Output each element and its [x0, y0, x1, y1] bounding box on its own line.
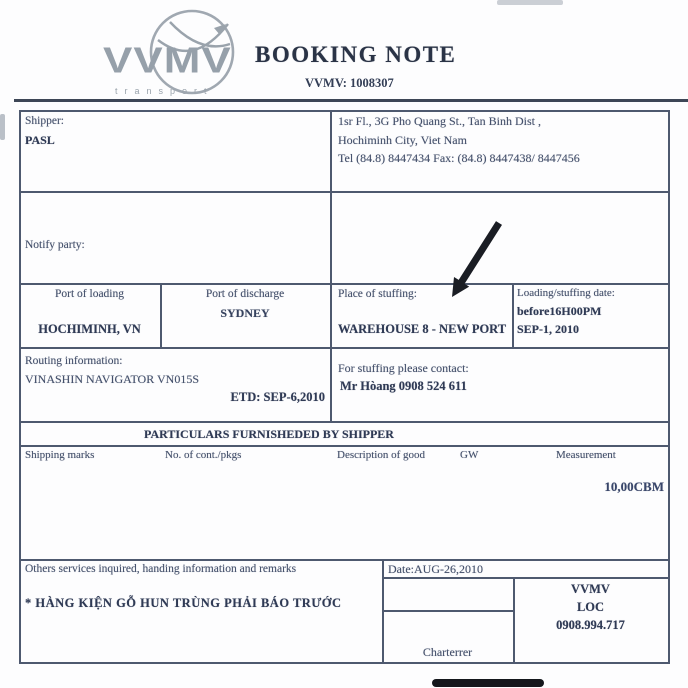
stuffing-contact-label: For stuffing please contact: [338, 361, 469, 375]
routing-value: VINASHIN NAVIGATOR VN015S [25, 372, 200, 386]
page-title: BOOKING NOTE [255, 42, 457, 67]
shipper-address-line3: Tel (84.8) 8447434 Fax: (84.8) 8447438/ 8447456 [338, 151, 580, 165]
table-line [19, 662, 670, 664]
shipper-value: PASL [25, 133, 55, 147]
header-divider [14, 99, 688, 102]
remarks-note: * HÀNG KIỆN GỖ HUN TRÙNG PHẢI BÁO TRƯỚC [25, 596, 342, 610]
place-of-stuffing-value: WAREHOUSE 8 - NEW PORT [338, 322, 507, 336]
table-line [19, 191, 670, 193]
table-line [19, 110, 670, 112]
remarks-label: Others services inquired, handing information and remarks [25, 563, 297, 575]
table-line [19, 283, 670, 285]
scan-artifact [0, 114, 5, 140]
table-line [19, 110, 21, 664]
port-of-loading-label: Port of loading [55, 288, 124, 300]
notify-party-label: Notify party: [25, 239, 85, 251]
port-of-discharge-label: Port of discharge [205, 288, 285, 300]
column-header-description: Description of good [337, 449, 425, 461]
shipper-label: Shipper: [25, 115, 64, 127]
loading-date-label: Loading/stuffing date: [517, 287, 615, 299]
date-value: Date:AUG-26,2010 [388, 562, 483, 576]
bottom-handle-bar [432, 679, 544, 687]
column-header-shipping-marks: Shipping marks [25, 449, 95, 461]
shipper-address-line2: Hochiminh City, Viet Nam [338, 133, 467, 147]
table-line [668, 110, 670, 664]
place-of-stuffing-label: Place of stuffing: [338, 288, 417, 300]
particulars-title: PARTICULARS FURNISHEDED BY SHIPPER [144, 427, 394, 441]
routing-label: Routing information: [25, 355, 123, 367]
booking-reference: VVMV: 1008307 [305, 76, 394, 90]
footer-loc: LOC [576, 600, 605, 614]
scan-artifact [497, 0, 563, 5]
port-of-discharge-value: SYDNEY [220, 306, 270, 320]
table-line [382, 610, 515, 612]
stuffing-contact-value: Mr Hòang 0908 524 611 [340, 379, 467, 393]
loading-date-line1: before16H00PM [517, 304, 602, 318]
port-of-loading-value: HOCHIMINH, VN [38, 322, 141, 336]
table-line [19, 559, 670, 561]
charterer-label: Charterrer [422, 645, 473, 659]
measurement-value: 10,00CBM [604, 479, 664, 494]
routing-etd: ETD: SEP-6,2010 [230, 390, 325, 404]
table-line [382, 577, 670, 579]
shipper-address-line1: 1sr Fl., 3G Pho Quang St., Tan Binh Dist , [338, 114, 541, 128]
column-header-cont-pkgs: No. of cont./pkgs [165, 449, 242, 461]
pointer-arrow [440, 215, 510, 305]
table-line [19, 445, 670, 447]
footer-phone: 0908.994.717 [556, 618, 625, 632]
column-header-measurement: Measurement [556, 449, 616, 461]
logo-subtitle: transport [115, 86, 214, 96]
logo-wordmark: VVMV [103, 40, 232, 81]
table-line [19, 347, 670, 349]
footer-company: VVMV [571, 582, 610, 596]
table-line [19, 421, 670, 423]
table-line [330, 110, 332, 421]
loading-date-line2: SEP-1, 2010 [517, 322, 580, 336]
table-line [512, 283, 514, 347]
column-header-gw: GW [460, 449, 479, 461]
